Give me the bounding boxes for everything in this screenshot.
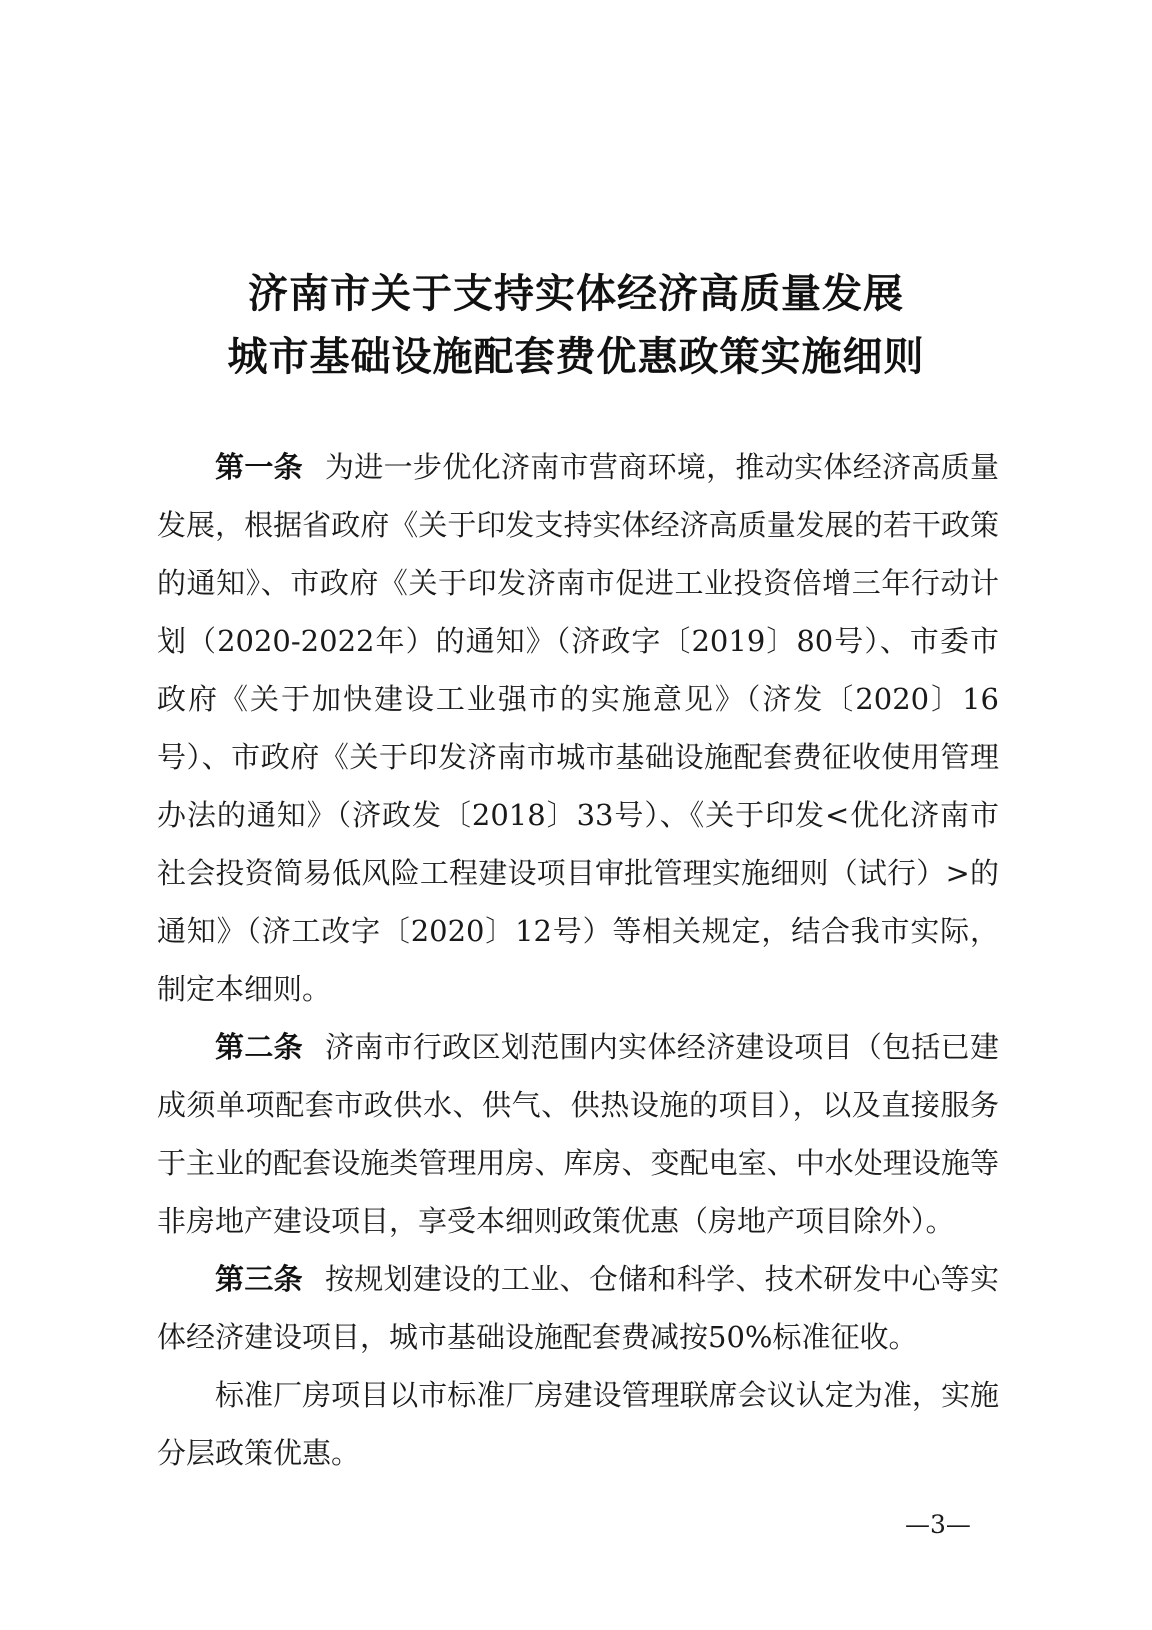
document-title-line-1: 济南市关于支持实体经济高质量发展 bbox=[248, 271, 904, 317]
document-title-line-2: 城市基础设施配套费优惠政策实施细则 bbox=[227, 334, 925, 380]
article-3-heading: 第三条 bbox=[215, 1262, 303, 1296]
page-number: —3— bbox=[905, 1510, 971, 1539]
article-3 bbox=[157, 1250, 999, 1366]
standard-factory-paragraph: 标准厂房项目以市标准厂房建设管理联席会议认定为准，实施分层政策优惠。 bbox=[157, 1378, 999, 1470]
article-1-heading: 第一条 bbox=[215, 450, 303, 484]
article-2-text: 济南市行政区划范围内实体经济建设项目（包括已建成须单项配套市政供水、供气、供热设施的项目），以及直接服务于主业的配套设施类管理用房、库房、变配电室、中水处理设施等非房地产建设项目，享受本细则政策优惠（房地产项目除外）。 bbox=[157, 1030, 999, 1238]
article-3-text: 按规划建设的工业、仓储和科学、技术研发中心等实体经济建设项目，城市基础设施配套费减按50%标准征收。 bbox=[157, 1262, 999, 1354]
document-body bbox=[157, 438, 999, 1482]
article-2-heading: 第二条 bbox=[215, 1030, 303, 1064]
article-1-text: 为进一步优化济南市营商环境，推动实体经济高质量发展，根据省政府《关于印发支持实体经济高质量发展的若干政策的通知》、市政府《关于印发济南市促进工业投资倍增三年行动计划（2020-2022年）的通知》（济政字〔2019〕80号）、市委市政府《关于加快建设工业强市的实施意见》（济发〔2020〕16号）、市政府《关于印发济南市城市基础设施配套费征收使用管理办法的通知》（济政发〔2018〕33号）、《关于印发<优化济南市社会投资简易低风险工程建设项目审批管理实施细则（试行）>的通知》（济工改字〔2020〕12号）等相关规定，结合我市实际，制定本细则。 bbox=[157, 450, 999, 1006]
article-2 bbox=[157, 1018, 999, 1250]
article-1 bbox=[157, 438, 999, 1018]
